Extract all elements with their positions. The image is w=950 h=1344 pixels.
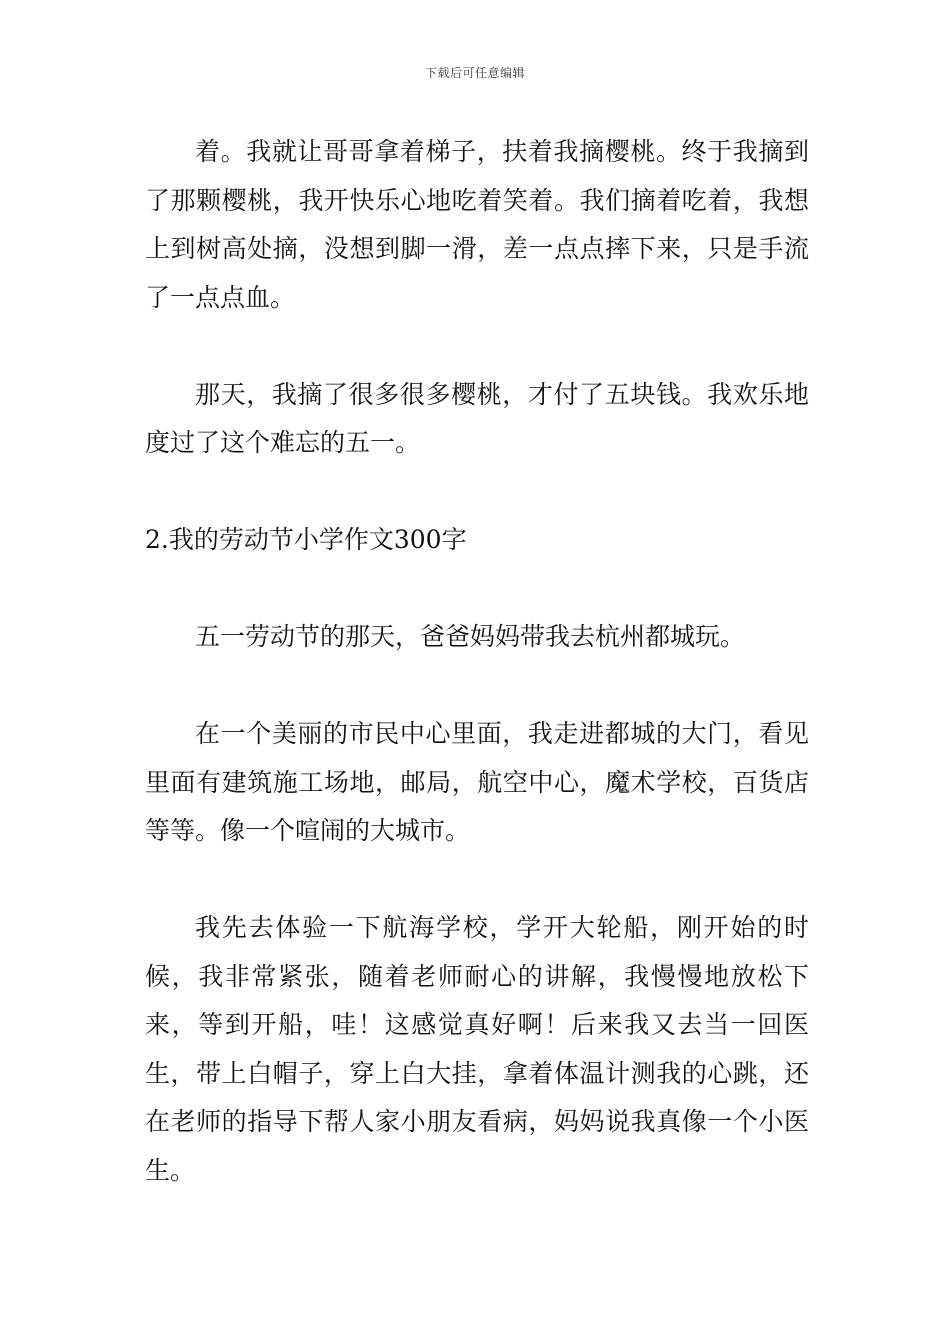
paragraph-gap xyxy=(145,468,809,517)
section-heading: 2.我的劳动节小学作文300字 xyxy=(145,525,467,554)
document-body xyxy=(145,128,809,1195)
paragraph-gap xyxy=(145,662,809,711)
paragraph-gap xyxy=(145,565,809,614)
paragraph-happy-may-day: 那天，我摘了很多很多樱桃，才付了五块钱。我欢乐地度过了这个难忘的五一。 xyxy=(145,379,809,457)
page-header: 下载后可任意编辑 xyxy=(424,66,525,80)
paragraph-gap xyxy=(145,856,809,905)
paragraph-city-description: 在一个美丽的市民中心里面，我走进都城的大门，看见里面有建筑施工场地，邮局，航空中心，魔术学校，百货店等等。像一个喧闹的大城市。 xyxy=(145,719,809,845)
paragraph-cherry-picking: 着。我就让哥哥拿着梯子，扶着我摘樱桃。终于我摘到了那颗樱桃，我开快乐心地吃着笑着。我们摘着吃着，我想上到树高处摘，没想到脚一滑，差一点点摔下来，只是手流了一点点血。 xyxy=(145,137,809,312)
paragraph-gap xyxy=(145,322,809,371)
paragraph-experiences: 我先去体验一下航海学校，学开大轮船，刚开始的时候，我非常紧张，随着老师耐心的讲解，我慢慢地放松下来，等到开船，哇！这感觉真好啊！后来我又去当一回医生，带上白帽子，穿上白大挂，拿着体温计测我的心跳，还在老师的指导下帮人家小朋友看病，妈妈说我真像一个小医生。 xyxy=(145,913,809,1185)
paragraph-trip-intro: 五一劳动节的那天，爸爸妈妈带我去杭州都城玩。 xyxy=(195,622,746,651)
